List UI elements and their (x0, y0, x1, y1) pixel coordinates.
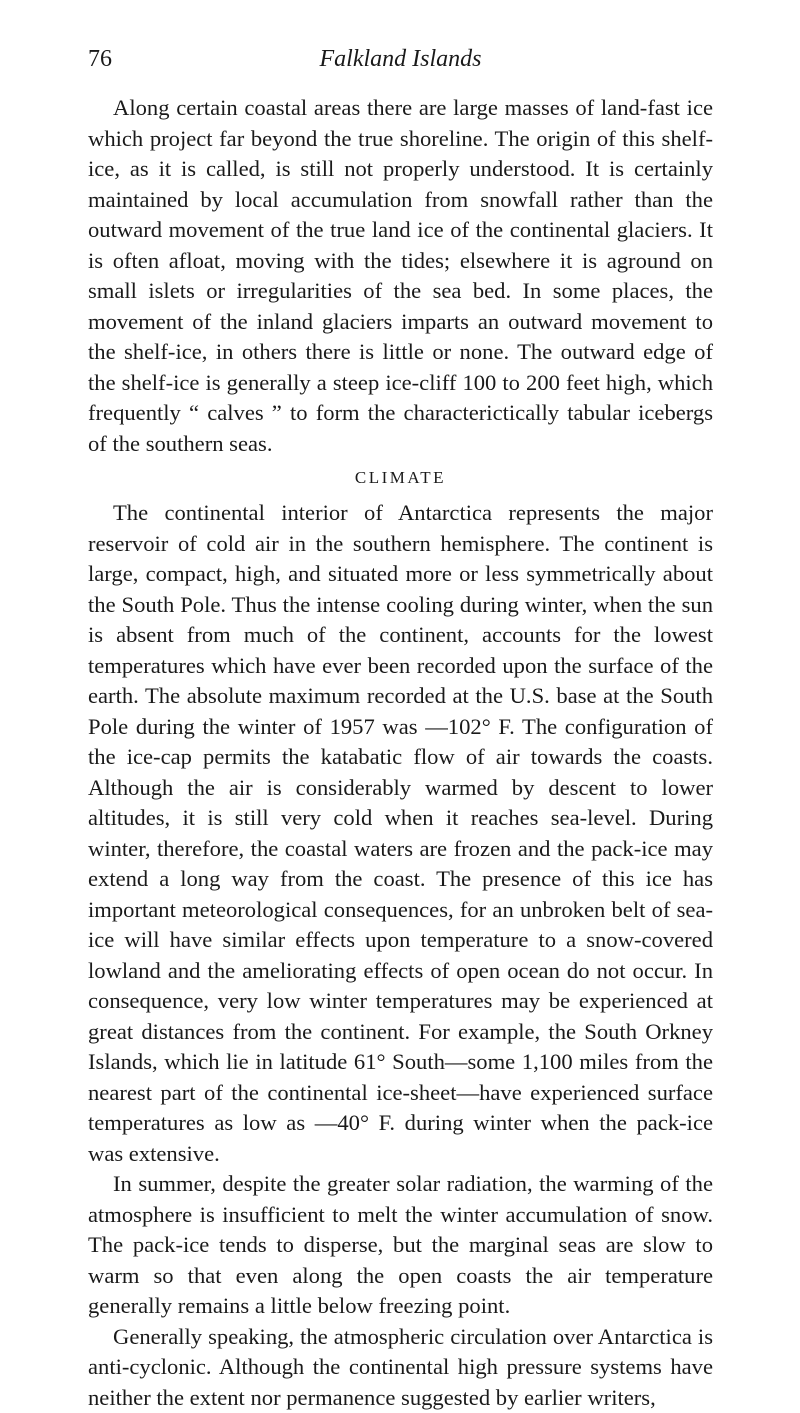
page-number: 76 (88, 46, 112, 73)
body-text (88, 93, 713, 1413)
running-head (88, 46, 713, 86)
paragraph-summer: In summer, despite the greater solar radiation, the warming of the atmosphere is insufficient to melt the winter accumulation of snow. The pack-ice tends to disperse, but the marginal seas are slow to warm so that even along the open coasts the air temperature generally remains a little below freezing point. (88, 1169, 713, 1322)
section-heading-climate: CLIMATE (88, 466, 713, 490)
paragraph-continental-interior: The continental interior of Antarctica represents the major reservoir of cold air in the southern hemisphere. The continent is large, compact, high, and situated more or less symmetrically about the South Pole. Thus the intense cooling during winter, when the sun is absent from much of the continent, accounts for the lowest temperatures which have ever been recorded upon the surface of the earth. The absolute maximum recorded at the U.S. base at the South Pole during the winter of 1957 was —102° F. The configuration of the ice-cap permits the katabatic flow of air towards the coasts. Although the air is considerably warmed by descent to lower altitudes, it is still very cold when it reaches sea-level. During winter, therefore, the coastal waters are frozen and the pack-ice may extend a long way from the coast. The presence of this ice has important meteorological consequences, for an unbroken belt of sea-ice will have similar effects upon temperature to a snow-covered lowland and the ameliorating effects of open ocean do not occur. In consequence, very low winter temperatures may be experienced at great distances from the continent. For example, the South Orkney Islands, which lie in latitude 61° South—some 1,100 miles from the nearest part of the continental ice-sheet—have experienced surface temperatures as low as —40° F. during winter when the pack-ice was extensive. (88, 498, 713, 1169)
paragraph-shelf-ice: Along certain coastal areas there are large masses of land-fast ice which project far beyond the true shoreline. The origin of this shelf-ice, as it is called, is still not properly understood. It is certainly maintained by local accumulation from snowfall rather than the outward movement of the true land ice of the continental glaciers. It is often afloat, moving with the tides; elsewhere it is aground on small islets or irregularities of the sea bed. In some places, the movement of the inland glaciers imparts an outward movement to the shelf-ice, in others there is little or none. The outward edge of the shelf-ice is generally a steep ice-cliff 100 to 200 feet high, which frequently “ calves ” to form the characterictically tabular icebergs of the southern seas. (88, 93, 713, 459)
running-title: Falkland Islands (88, 46, 713, 73)
paragraph-circulation: Generally speaking, the atmospheric circulation over Antarctica is anti-cyclonic. Although the continental high pressure systems have neither the extent nor permanence suggested by earlier writers, (88, 1322, 713, 1413)
